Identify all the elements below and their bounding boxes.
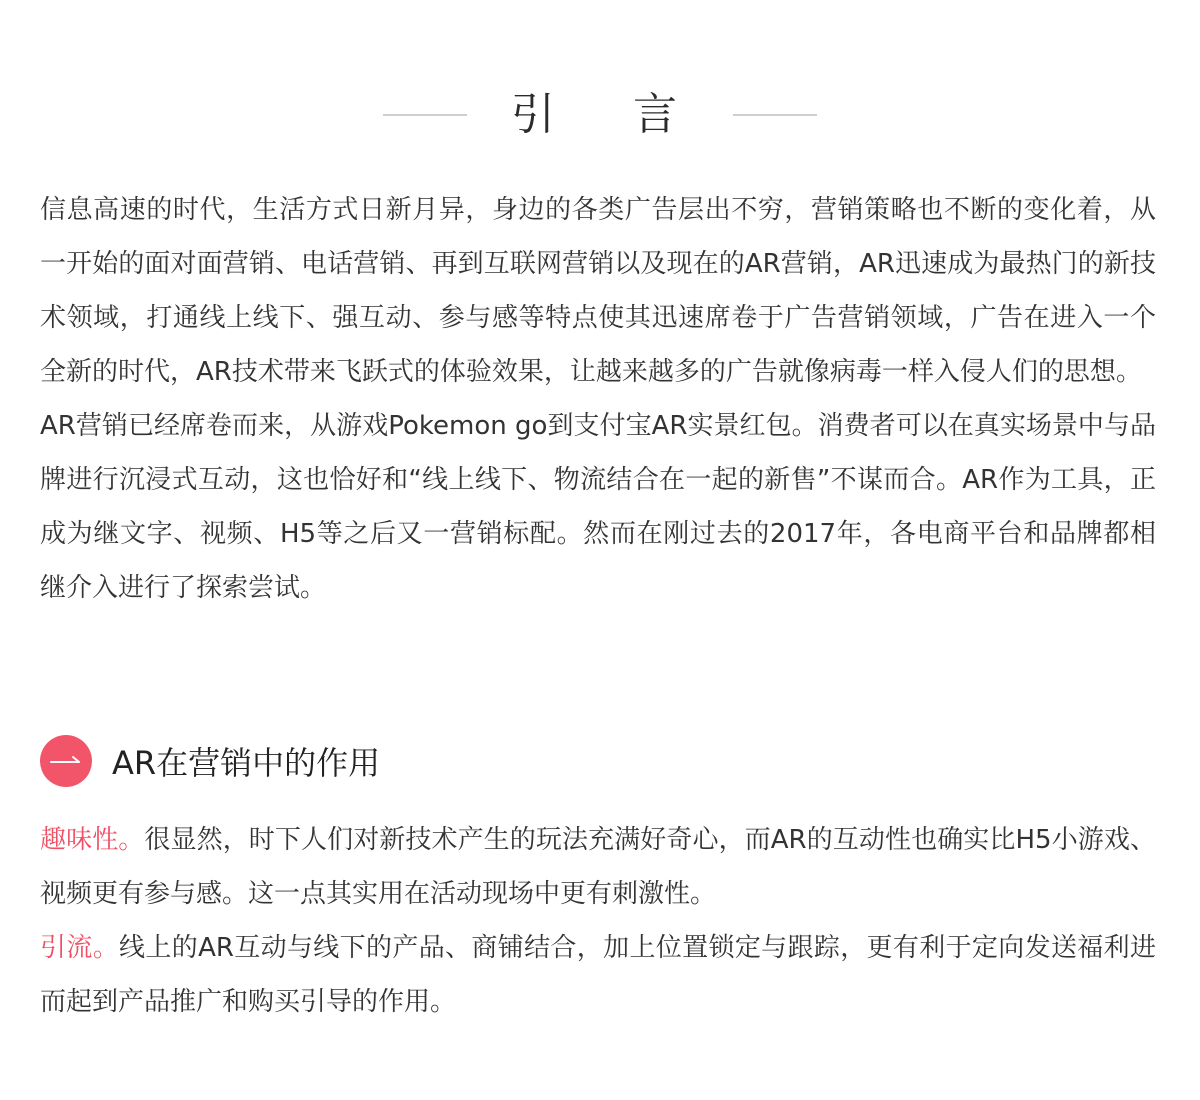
- point-text: 很显然，时下人们对新技术产生的玩法充满好奇心，而AR的互动性也确实比H5小游戏、视频更有参与感。这一点其实用在活动现场中更有刺激性。: [40, 825, 1156, 909]
- arrow-right-icon: [40, 735, 92, 787]
- point-item: [40, 813, 1156, 921]
- point-label: 趣味性。: [40, 825, 145, 855]
- intro-body: [40, 183, 1156, 615]
- page-title: 引 言: [511, 89, 709, 140]
- title-divider-right: [733, 114, 817, 116]
- title-divider-left: [383, 114, 467, 116]
- page-header: [0, 82, 1200, 148]
- point-text: 线上的AR互动与线下的产品、商铺结合，加上位置锁定与跟踪，更有利于定向发送福利进而起到产品推广和购买引导的作用。: [40, 933, 1156, 1017]
- points-list: [40, 813, 1156, 1029]
- intro-paragraph: AR营销已经席卷而来，从游戏Pokemon go到支付宝AR实景红包。消费者可以在真实场景中与品牌进行沉浸式互动，这也恰好和“线上线下、物流结合在一起的新售”不谋而合。AR作为工具，正成为继文字、视频、H5等之后又一营销标配。然而在刚过去的2017年，各电商平台和品牌都相继介入进行了探索尝试。: [40, 411, 1156, 603]
- point-item: [40, 921, 1156, 1029]
- section-title: AR在营销中的作用: [112, 744, 381, 782]
- point-label: 引流。: [40, 933, 120, 963]
- section-heading: [40, 734, 380, 788]
- intro-paragraph: 信息高速的时代，生活方式日新月异，身边的各类广告层出不穷，营销策略也不断的变化着，从一开始的面对面营销、电话营销、再到互联网营销以及现在的AR营销，AR迅速成为最热门的新技术领域，打通线上线下、强互动、参与感等特点使其迅速席卷于广告营销领域，广告在进入一个全新的时代，AR技术带来飞跃式的体验效果，让越来越多的广告就像病毒一样入侵人们的思想。: [40, 195, 1156, 387]
